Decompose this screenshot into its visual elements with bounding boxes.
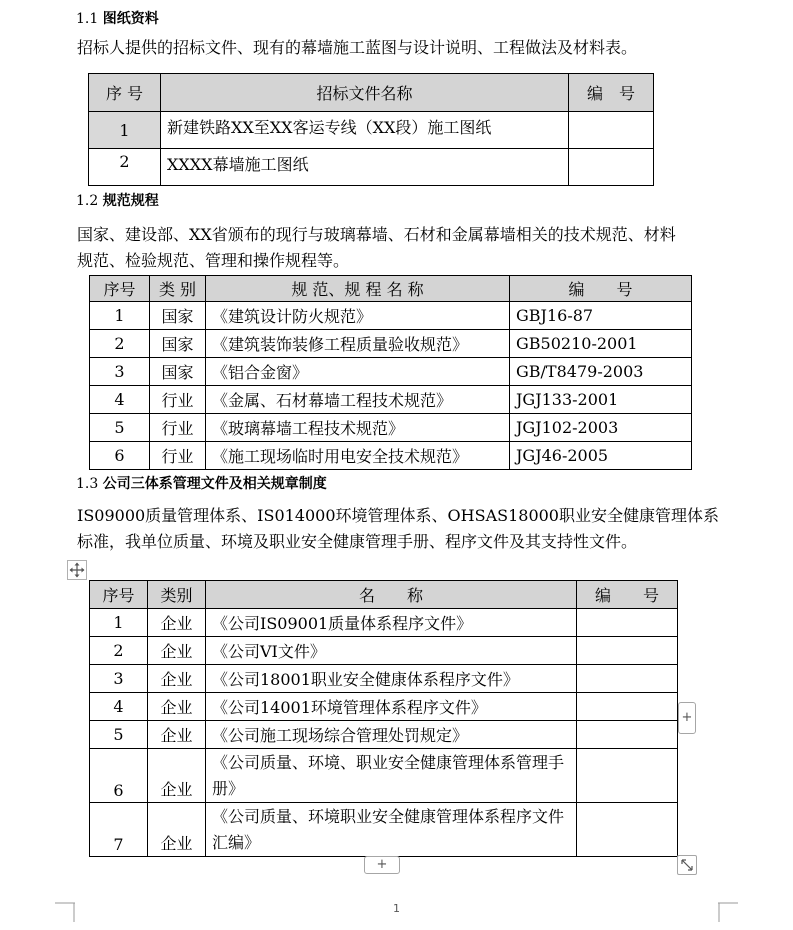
cell-code: JGJ133-2001 xyxy=(510,386,692,414)
col-header-code: 编 号 xyxy=(577,581,678,609)
cell-category: 企业 xyxy=(148,637,206,665)
paragraph: 招标人提供的招标文件、现有的幕墙施工蓝图与设计说明、工程做法及材料表。 xyxy=(77,38,638,57)
cell-name: 《公司IS09001质量体系程序文件》 xyxy=(206,609,577,637)
cell-code xyxy=(569,149,654,186)
col-header-no: 序 号 xyxy=(89,74,161,112)
cell-code: JGJ102-2003 xyxy=(510,414,692,442)
cell-no: 2 xyxy=(90,637,148,665)
cell-code xyxy=(577,693,678,721)
cell-name: 《公司VI文件》 xyxy=(206,637,577,665)
table-row xyxy=(89,112,654,149)
cell-code xyxy=(577,637,678,665)
section-number: 1.3 xyxy=(76,476,99,492)
cell-category: 行业 xyxy=(150,414,206,442)
cell-name: 《铝合金窗》 xyxy=(206,358,510,386)
table-row xyxy=(90,386,692,414)
section-number: 1.2 xyxy=(76,193,99,209)
table-header-row xyxy=(90,581,678,609)
page-corner-mark-right xyxy=(718,902,738,922)
cell-no: 3 xyxy=(90,358,150,386)
col-header-name: 规 范、规 程 名 称 xyxy=(206,276,510,302)
cell-code: JGJ46-2005 xyxy=(510,442,692,470)
section-title: 规范规程 xyxy=(102,193,159,209)
paragraph-line-2: 规范、检验规范、管理和操作规程等。 xyxy=(77,251,350,270)
cell-category: 国家 xyxy=(150,330,206,358)
table-row xyxy=(90,803,678,857)
cell-name: 新建铁路XX至XX客运专线（XX段）施工图纸 xyxy=(161,112,569,149)
cell-name: 《公司14001环境管理体系程序文件》 xyxy=(206,693,577,721)
add-column-button[interactable] xyxy=(678,702,696,734)
table-header-row xyxy=(90,276,692,302)
cell-name: 《金属、石材幕墙工程技术规范》 xyxy=(206,386,510,414)
table-row xyxy=(90,749,678,803)
cell-name: 《公司质量、环境职业安全健康管理体系程序文件汇编》 xyxy=(206,803,577,857)
col-header-category: 类别 xyxy=(148,581,206,609)
cell-category: 企业 xyxy=(148,749,206,803)
section-heading-1-2 xyxy=(76,191,159,211)
table-row xyxy=(90,358,692,386)
cell-category: 企业 xyxy=(148,803,206,857)
col-header-no: 序号 xyxy=(90,581,148,609)
col-header-category: 类 别 xyxy=(150,276,206,302)
diagonal-resize-icon xyxy=(678,856,696,874)
cell-no: 5 xyxy=(90,414,150,442)
cell-no: 7 xyxy=(90,803,148,857)
cell-no: 4 xyxy=(90,386,150,414)
col-header-no: 序号 xyxy=(90,276,150,302)
management-docs-table xyxy=(89,580,678,857)
cell-no: 1 xyxy=(90,302,150,330)
table-row xyxy=(90,665,678,693)
section-title: 公司三体系管理文件及相关规章制度 xyxy=(102,476,327,492)
table-row xyxy=(90,721,678,749)
cell-code xyxy=(577,749,678,803)
cell-code: GB/T8479-2003 xyxy=(510,358,692,386)
tender-docs-table xyxy=(88,73,654,186)
page-number: 1 xyxy=(393,902,400,915)
cell-name: 《施工现场临时用电安全技术规范》 xyxy=(206,442,510,470)
table-row xyxy=(90,414,692,442)
cell-name: 《公司质量、环境、职业安全健康管理体系管理手册》 xyxy=(206,749,577,803)
standards-table xyxy=(89,275,692,470)
table-header-row xyxy=(89,74,654,112)
cell-category: 企业 xyxy=(148,665,206,693)
section-heading-1-3 xyxy=(76,474,327,494)
table-move-handle[interactable] xyxy=(67,560,87,580)
cell-code: GB50210-2001 xyxy=(510,330,692,358)
cell-code xyxy=(577,665,678,693)
cell-code xyxy=(577,803,678,857)
table-row xyxy=(90,330,692,358)
table-row xyxy=(90,442,692,470)
col-header-name: 名 称 xyxy=(206,581,577,609)
cell-no: 1 xyxy=(89,112,161,149)
cell-category: 行业 xyxy=(150,386,206,414)
cell-no: 4 xyxy=(90,693,148,721)
plus-icon: + xyxy=(376,857,388,872)
add-row-button[interactable] xyxy=(364,856,400,874)
paragraph-line-1: IS09000质量管理体系、IS014000环境管理体系、OHSAS18000职业安全健康管理体系 xyxy=(77,506,719,525)
cell-name: 《公司18001职业安全健康体系程序文件》 xyxy=(206,665,577,693)
table-row xyxy=(90,302,692,330)
cell-no: 2 xyxy=(89,149,161,186)
cell-category: 企业 xyxy=(148,693,206,721)
cell-name: 《建筑装饰装修工程质量验收规范》 xyxy=(206,330,510,358)
plus-icon: + xyxy=(681,710,693,725)
page-corner-mark-left xyxy=(55,902,75,922)
cell-name: 《公司施工现场综合管理处罚规定》 xyxy=(206,721,577,749)
cell-code: GBJ16-87 xyxy=(510,302,692,330)
cell-name: 《建筑设计防火规范》 xyxy=(206,302,510,330)
section-title: 图纸资料 xyxy=(102,11,159,27)
cell-no: 5 xyxy=(90,721,148,749)
cell-name: XXXX幕墙施工图纸 xyxy=(161,149,569,186)
table-row xyxy=(90,609,678,637)
table-row xyxy=(90,637,678,665)
col-header-code: 编 号 xyxy=(510,276,692,302)
table-resize-handle[interactable] xyxy=(677,855,697,875)
cell-category: 国家 xyxy=(150,358,206,386)
cell-code xyxy=(569,112,654,149)
table-row xyxy=(90,693,678,721)
col-header-name: 招标文件名称 xyxy=(161,74,569,112)
cell-no: 2 xyxy=(90,330,150,358)
cell-category: 行业 xyxy=(150,442,206,470)
cell-category: 国家 xyxy=(150,302,206,330)
cell-no: 3 xyxy=(90,665,148,693)
four-way-arrow-icon xyxy=(68,561,86,579)
cell-category: 企业 xyxy=(148,721,206,749)
cell-no: 6 xyxy=(90,442,150,470)
cell-category: 企业 xyxy=(148,609,206,637)
col-header-code: 编 号 xyxy=(569,74,654,112)
cell-name: 《玻璃幕墙工程技术规范》 xyxy=(206,414,510,442)
section-heading-1-1 xyxy=(76,9,159,29)
paragraph-line-1: 国家、建设部、XX省颁布的现行与玻璃幕墙、石材和金属幕墙相关的技术规范、材料 xyxy=(77,225,676,244)
cell-no: 1 xyxy=(90,609,148,637)
cell-code xyxy=(577,721,678,749)
cell-code xyxy=(577,609,678,637)
section-number: 1.1 xyxy=(76,11,99,27)
paragraph-line-2: 标准，我单位质量、环境及职业安全健康管理手册、程序文件及其支持性文件。 xyxy=(77,532,638,551)
table-row xyxy=(89,149,654,186)
cell-no: 6 xyxy=(90,749,148,803)
